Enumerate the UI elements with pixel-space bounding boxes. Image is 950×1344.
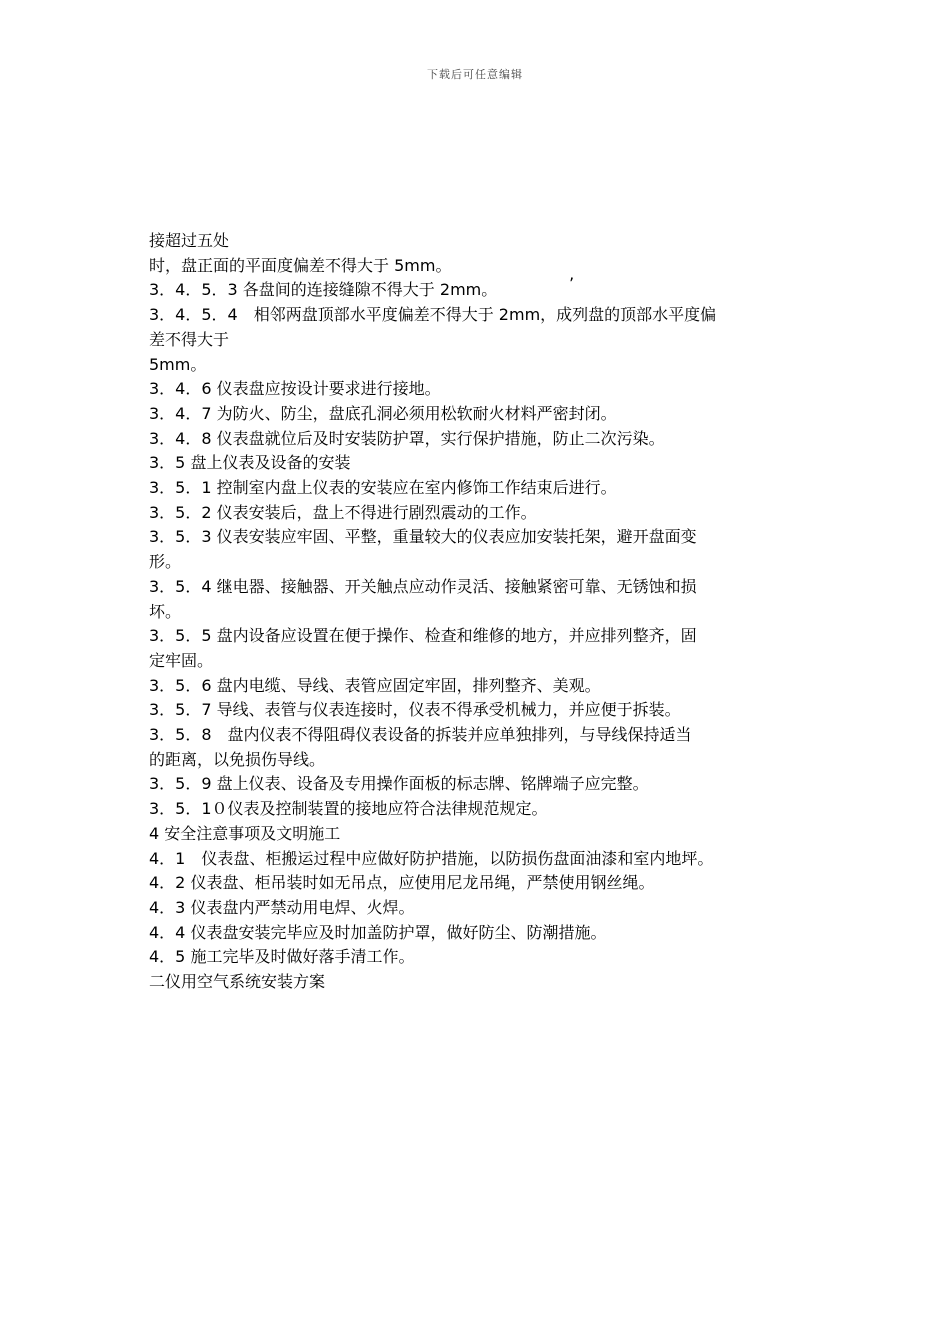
text-line: 3．5．9 盘上仪表、设备及专用操作面板的标志牌、铭牌端子应完整。 — [149, 774, 649, 794]
text-line: 4．2 仪表盘、柜吊装时如无吊点，应使用尼龙吊绳，严禁使用钢丝绳。 — [149, 873, 655, 893]
text-line: 3．4．7 为防火、防尘，盘底孔洞必须用松软耐火材料严密封闭。 — [149, 403, 617, 423]
text-line: 3．4．5．3 各盘间的连接缝隙不得大于 2mm。 — [149, 280, 498, 300]
stray-mark: ’ — [569, 274, 575, 293]
text-line: 3．4．5．4 相邻两盘顶部水平度偏差不得大于 2mm，成列盘的顶部水平度偏 — [149, 305, 717, 325]
text-line: 定牢固。 — [149, 650, 214, 670]
text-line: 3．4．6 仪表盘应按设计要求进行接地。 — [149, 379, 441, 399]
text-line: 接超过五处 — [149, 231, 230, 250]
text-line: 3．5．7 导线、表管与仪表连接时，仪表不得承受机械力，并应便于拆装。 — [149, 700, 681, 720]
document-body — [149, 229, 824, 995]
text-line: 3．5．8 盘内仪表不得阻碍仪表设备的拆装并应单独排列，与导线保持适当 — [149, 725, 692, 745]
section-heading: 二仪用空气系统安装方案 — [149, 972, 326, 992]
header-note: 下载后可任意编辑 — [427, 68, 523, 81]
text-line: 3．5．1 控制室内盘上仪表的安装应在室内修饰工作结束后进行。 — [149, 478, 617, 498]
text-line: 3．5．4 继电器、接触器、开关触点应动作灵活、接触紧密可靠、无锈蚀和损 — [149, 576, 697, 596]
section-heading: 4 安全注意事项及文明施工 — [149, 823, 341, 843]
section-heading: 3．5 盘上仪表及设备的安装 — [149, 453, 351, 473]
text-line: 3．5．1０仪表及控制装置的接地应符合法律规范规定。 — [149, 799, 548, 819]
text-line: 形。 — [149, 552, 182, 572]
text-line: 的距离，以免损伤导线。 — [149, 749, 326, 769]
text-line: 5mm。 — [149, 354, 207, 374]
text-line: 坏。 — [149, 601, 182, 621]
text-line: 差不得大于 — [149, 329, 230, 349]
text-line: 4．1 仪表盘、柜搬运过程中应做好防护措施，以防损伤盘面油漆和室内地坪。 — [149, 848, 714, 868]
text-line: 3．5．5 盘内设备应设置在便于操作、检查和维修的地方，并应排列整齐，固 — [149, 626, 697, 646]
text-line: 时，盘正面的平面度偏差不得大于 5mm。 — [149, 255, 452, 275]
text-line: 3．5．3 仪表安装应牢固、平整，重量较大的仪表应加安装托架，避开盘面变 — [149, 527, 697, 547]
text-line: 3．5．2 仪表安装后，盘上不得进行剧烈震动的工作。 — [149, 502, 537, 522]
text-line: 4．4 仪表盘安装完毕应及时加盖防护罩，做好防尘、防潮措施。 — [149, 922, 607, 942]
text-line: 3．4．8 仪表盘就位后及时安装防护罩，实行保护措施，防止二次污染。 — [149, 428, 665, 448]
text-line: 4．5 施工完毕及时做好落手清工作。 — [149, 947, 415, 967]
text-line: 4．3 仪表盘内严禁动用电焊、火焊。 — [149, 897, 415, 917]
text-line: 3．5．6 盘内电缆、导线、表管应固定牢固，排列整齐、美观。 — [149, 675, 601, 695]
